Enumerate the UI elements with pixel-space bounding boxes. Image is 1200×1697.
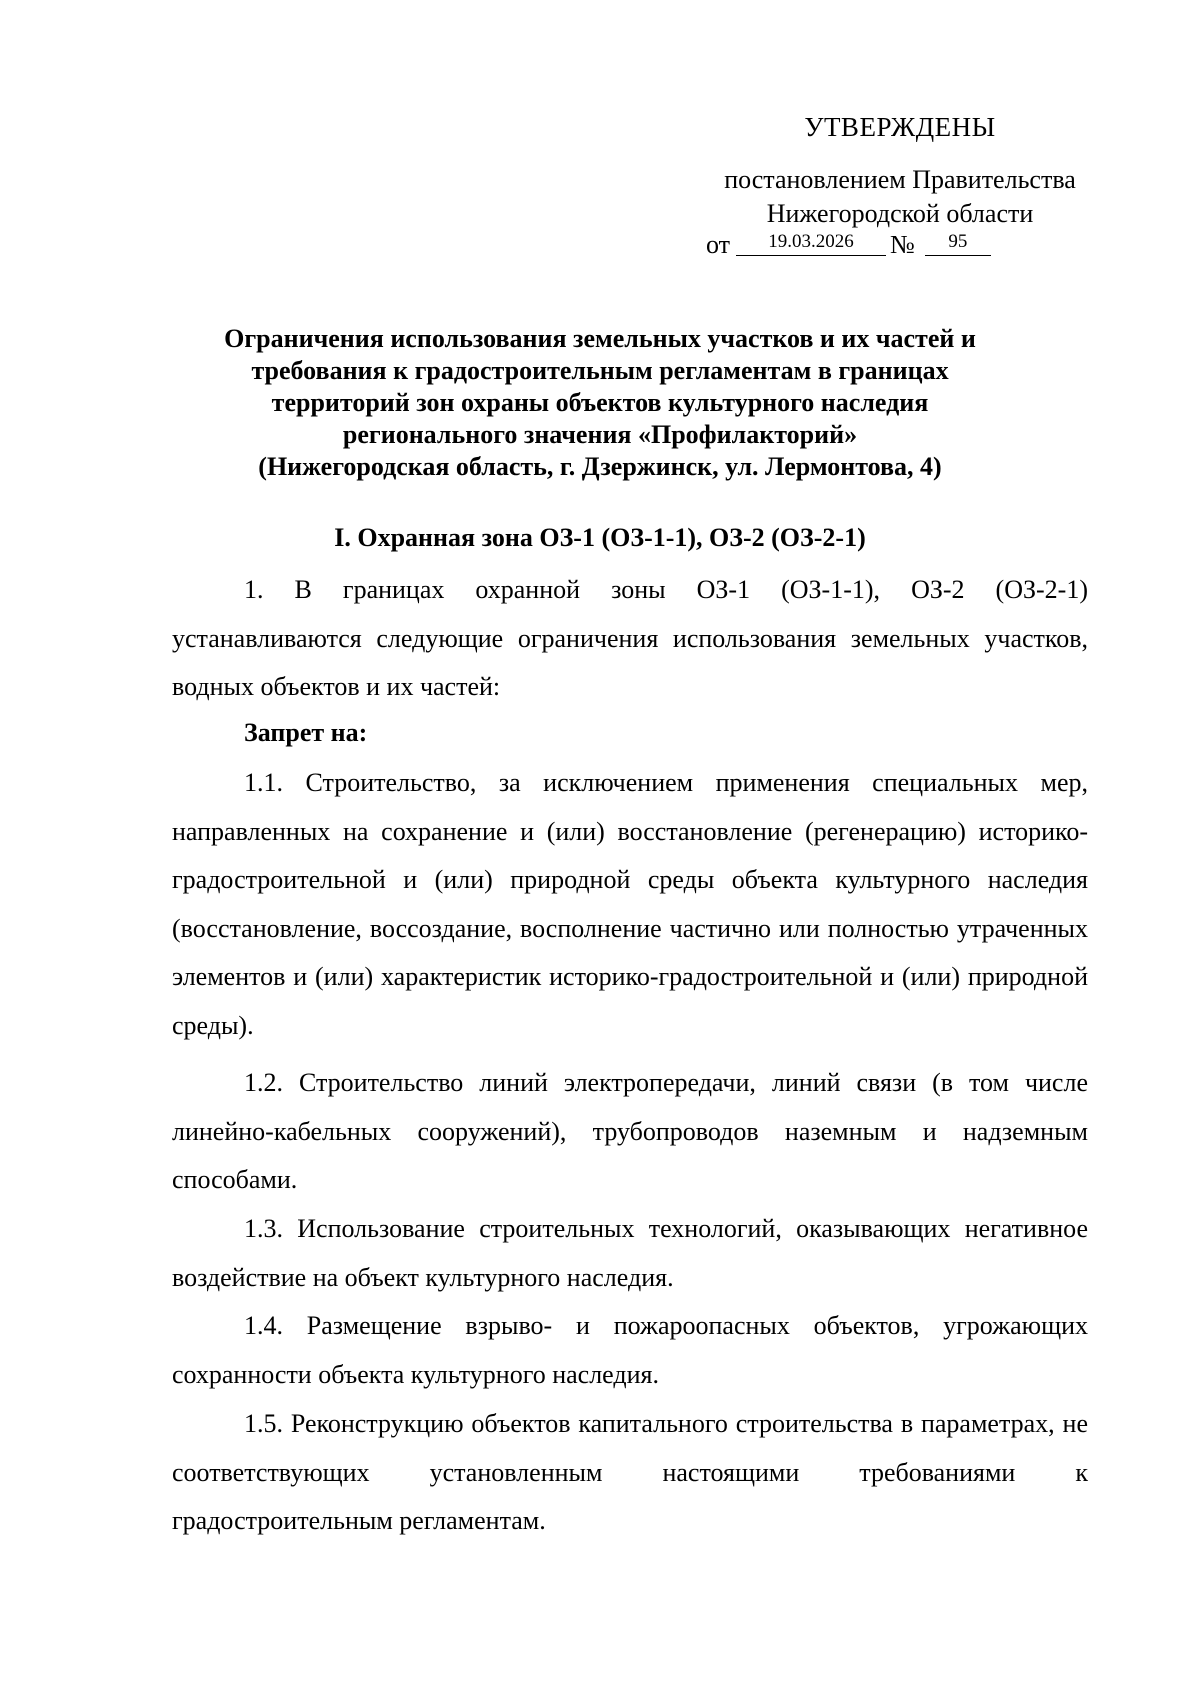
paragraph-text: 1.3. Использование строительных технологий, оказывающих негативное воздействие на объект культурного наследия.: [172, 1214, 1088, 1292]
number-sign: №: [890, 230, 915, 259]
title-line: территорий зон охраны объектов культурного наследия: [271, 388, 929, 417]
paragraph-text: 1.5. Реконструкцию объектов капитального строительства в параметрах, не соответствующих установленным настоящими требованиями к градостроительным регламентам.: [172, 1409, 1088, 1535]
paragraph-text: 1. В границах охранной зоны ОЗ-1 (ОЗ-1-1), ОЗ-2 (ОЗ-2-1) устанавливаются следующие ограничения использования земельных участков, водных объектов и их частей:: [172, 575, 1088, 701]
paragraph-1-4: [172, 1302, 1088, 1399]
paragraph-text: 1.1. Строительство, за исключением применения специальных мер, направленных на сохранение и (или) восстановление (регенерацию) историко-градостроительной и (или) природной среды объекта культурного наследия (восстановление, воссоздание, восполнение частично или полностью утраченных элементов и (или) характеристик историко-градостроительной и (или) природной среды).: [172, 768, 1088, 1040]
approval-resolution-line: постановлением Правительства: [724, 165, 1076, 194]
paragraph-text: 1.2. Строительство линий электропередачи, линий связи (в том числе линейно-кабельных сооружений), трубопроводов наземным и надземным способами.: [172, 1068, 1088, 1194]
paragraph-1-2: [172, 1059, 1088, 1205]
paragraph-1-3: [172, 1205, 1088, 1302]
paragraph-text: 1.4. Размещение взрыво- и пожароопасных объектов, угрожающих сохранности объекта культурного наследия.: [172, 1311, 1088, 1389]
approved-heading: УТВЕРЖДЕНЫ: [804, 112, 996, 142]
title-line: (Нижегородская область, г. Дзержинск, ул. Лермонтова, 4): [258, 452, 942, 481]
prohibition-label: Запрет на:: [244, 718, 368, 747]
document-title: [150, 323, 1050, 483]
title-line: требования к градостроительным регламентам в границах: [251, 356, 949, 385]
paragraph-1-1: [172, 759, 1088, 1050]
approval-region-line: Нижегородской области: [766, 199, 1034, 228]
date-prefix: от: [706, 230, 731, 259]
approval-number-field: 95: [925, 229, 991, 256]
title-line: Ограничения использования земельных участков и их частей и: [224, 324, 976, 353]
approval-date-number-line: [706, 230, 995, 260]
section-heading: I. Охранная зона ОЗ-1 (ОЗ-1-1), ОЗ-2 (ОЗ-2-1): [334, 523, 866, 552]
title-line: регионального значения «Профилакторий»: [342, 420, 858, 449]
approval-date-field: 19.03.2026: [736, 229, 886, 256]
paragraph-1: [172, 566, 1088, 712]
paragraph-1-5: [172, 1400, 1088, 1546]
